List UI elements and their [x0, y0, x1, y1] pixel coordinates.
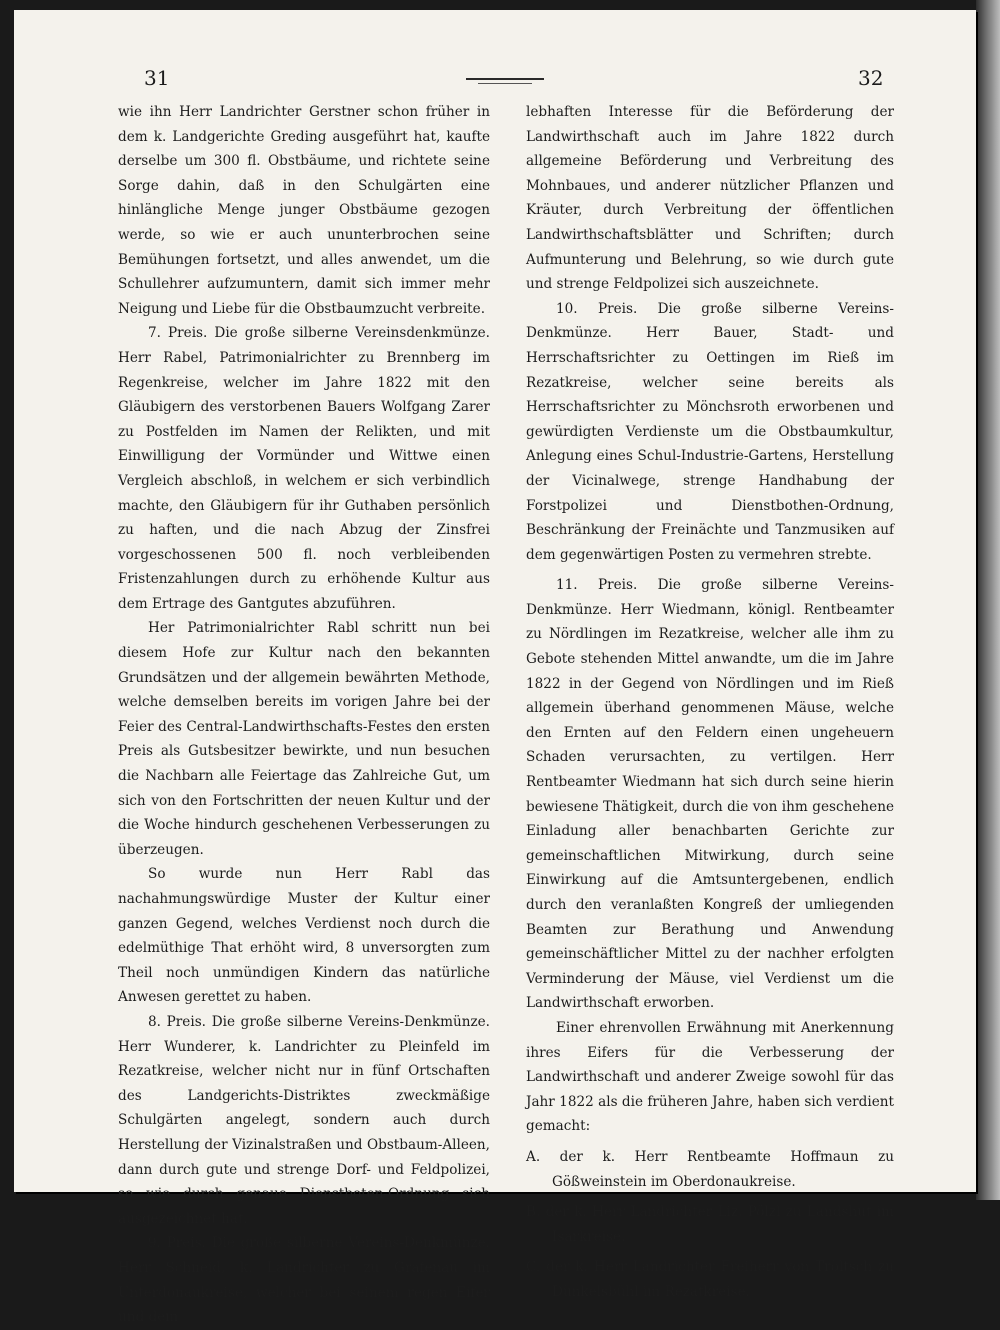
paragraph: 11. Preis. Die große silberne Vereins-Denkmünze. Herr Wiedmann, königl. Rentbeamter zu Nördlingen im Rezatkreise, welcher alle ihm zu Gebote stehenden Mittel anwandte, um die im Jahre 1822 in der Gegend von Nördlingen und im Rieß allgemein überhand genommenen Mäuse, welche den Ernten auf den Feldern einen ungeheuern Schaden verursachten, zu vertilgen. Herr Rentbeamter Wiedmann hat sich durch seine hierin bewiesene Thätigkeit, durch die von ihm geschehene Einladung aller benachbarten Gerichte zur gemeinschaftlichen Mitwirkung, durch seine Einwirkung auf die Amtsuntergebenen, endlich durch den veranlaßten Kongreß der umliegenden Beamten zur Berathung und Anwendung gemeinschäftlicher Mittel zu der nachher erfolgten Verminderung der Mäuse, viel Verdienst um die Landwirthschaft erworben. — [526, 577, 894, 1012]
list-item: C. der k. Herr Landrichter Freiherr von Tröltsch zu Dünkelsbühl im Rezatkreise. — [526, 1259, 894, 1300]
header-rule — [466, 78, 544, 80]
left-text-column — [118, 100, 490, 1330]
paragraph: Her Patrimonialrichter Rabl schritt nun bei diesem Hofe zur Kultur nach den bekannten Grundsätzen und der allgemein bewährten Methode, welche demselben bereits im vorigen Jahre bei der Feier des Central-Landwirthschafts-Festes den ersten Preis als Gutsbesitzer bewirkte, und nun besuchen die Nachbarn alle Feiertage das Zahlreiche Gut, um sich von den Fortschritten der neuen Kultur und der die Woche hindurch geschehenen Verbesserungen zu überzeugen. — [118, 620, 490, 858]
list-item: A. der k. Herr Rentbeamte Hoffmaun zu Gößweinstein im Oberdonaukreise. — [526, 1148, 894, 1190]
paragraph: So wurde nun Herr Rabl das nachahmungswürdige Muster der Kultur einer ganzen Gegend, welches Verdienst noch durch die edelmüthige That erhöht wird, 8 unversorgten zum Theil noch unmündigen Kindern das natürliche Anwesen gerettet zu haben. — [118, 866, 490, 1006]
paragraph: wie ihn Herr Landrichter Gerstner schon früher in dem k. Landgerichte Greding ausgeführt hat, kaufte derselbe um 300 fl. Obstbäume, und richtete seine Sorge dahin, daß in den Schulgärten eine hinlängliche Menge junger Obstbäume gezogen werde, so wie er auch ununterbrochen seine Bemühungen fortsetzt, und alles anwendet, um die Schullehrer aufzumuntern, damit sich immer mehr Neigung und Liebe für die Obstbaumzucht verbreite. — [118, 104, 490, 317]
header-rule-inner — [478, 83, 532, 84]
page-number-right: 32 — [858, 66, 884, 90]
list-item: B. der k. Herr Landrichter Liz. Pölzl zu Landshut im Isarkreise. — [526, 1204, 894, 1245]
paragraph: 7. Preis. Die große silberne Vereinsdenkmünze. Herr Rabel, Patrimonialrichter zu Brennberg im Regenkreise, welcher im Jahre 1822 mit den Gläubigern des verstorbenen Bauers Wolfgang Zarer zu Postfelden im Namen der Relikten, und mit Einwilligung der Vormünder und Wittwe einen Vergleich abschloß, in welchem er sich verbindlich machte, den Gläubigern für ihr Guthaben persönlich zu haften, und die nach Abzug der Zinsfrei vorgeschossenen 500 fl. noch verbleibenden Fristenzahlungen durch zu erhöhende Kultur aus dem Ertrage des Gantgutes abzuführen. — [118, 325, 490, 612]
paragraph: 8. Preis. Die große silberne Vereins-Denkmünze. Herr Wunderer, k. Landrichter zu Pleinfeld im Rezatkreise, welcher nicht nur in fünf Ortschaften des Landgerichts-Distriktes zweckmäßige Schulgärten angelegt, sondern auch durch Herstellung der Vizinalstraßen und Obstbaum-Alleen, dann durch gute und strenge Dorf- und Feldpolizei, so wie durch genaue Dienstboten-Ordnung sich ausgezeichnet hat. — [118, 1013, 490, 1227]
paragraph: 10. Preis. Die große silberne Vereins-Denkmünze. Herr Bauer, Stadt- und Herrschaftsrichter zu Oettingen im Rieß im Rezatkreise, welcher seine bereits als Herrschaftsrichter zu Mönchsroth erworbenen und gewürdigten Verdienste um die Obstbaumkultur, Anlegung eines Schul-Industrie-Gartens, Herstellung der Vicinalwege, strenge Handhabung der Forstpolizei und Dienstbothen-Ordnung, Beschränkung der Freinächte und Tanzmusiken auf dem gegenwärtigen Posten zu vermehren strebte. — [526, 300, 894, 563]
page-edge — [976, 0, 1000, 1200]
paragraph: lebhaften Interesse für die Beförderung der Landwirthschaft auch im Jahre 1822 durch allgemeine Beförderung und Verbreitung des Mohnbaues, und anderer nützlicher Pflanzen und Kräuter, durch Verbreitung der öffentlichen Landwirthschaftsblätter und Schriften; durch Aufmunterung und Belehrung, so wie durch gute und strenge Feldpolizei sich auszeichnete. — [526, 104, 894, 293]
page-number-left: 31 — [144, 66, 170, 90]
paragraph: Einer ehrenvollen Erwähnung mit Anerkennung ihres Eifers für die Verbesserung der Landwirthschaft und anderer Zweige sowohl für das Jahr 1822 als die früheren Jahre, haben sich verdient gemacht: — [526, 1019, 894, 1135]
paragraph: 9. Preis. Die große silberne Vereins-Denkmünze. Herr Schneid, k. Landrichter zu Grafenau im Unterdonaukreise, welcher bei seinem regen Eifer und dem — [118, 1235, 490, 1326]
right-text-column — [526, 100, 894, 1305]
